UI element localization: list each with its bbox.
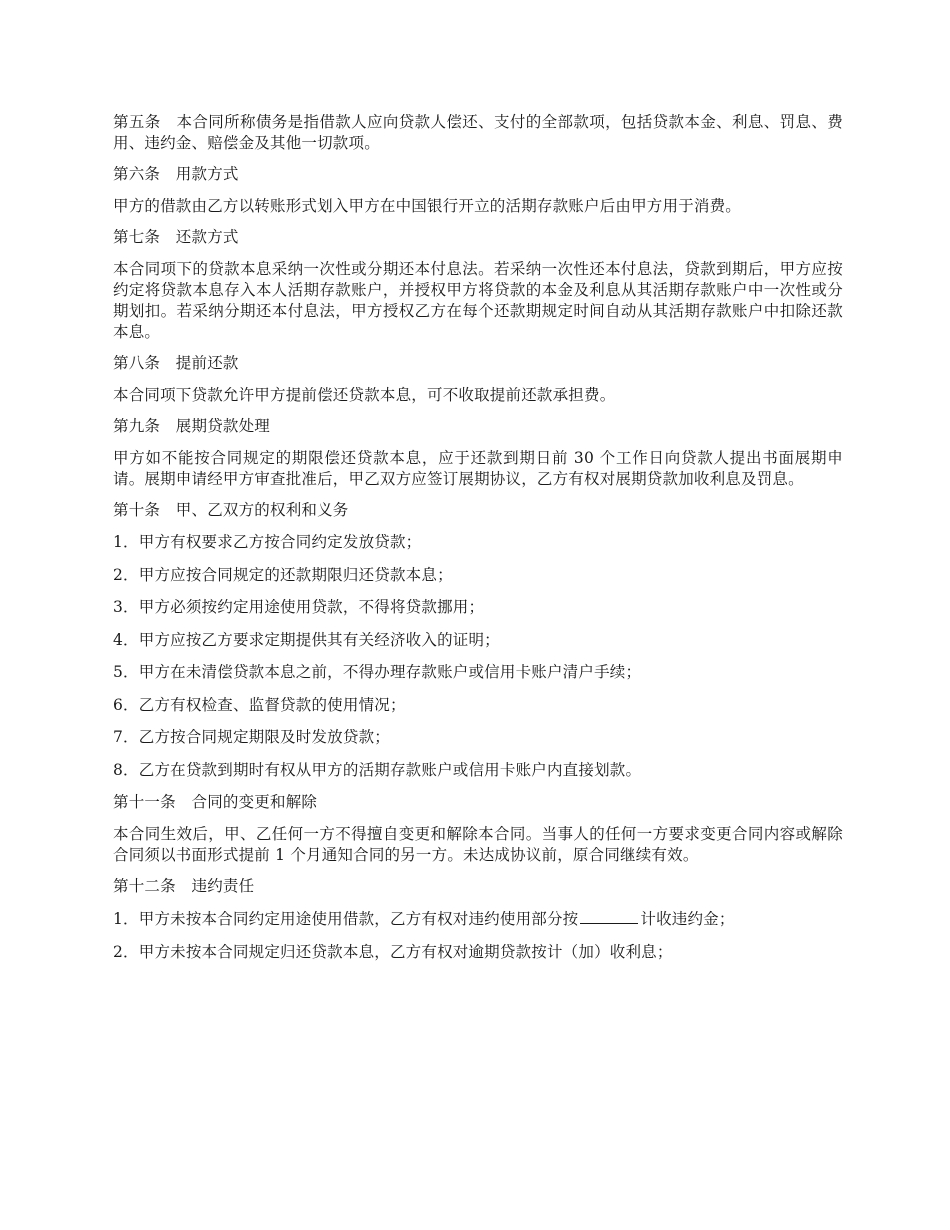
article-10-item: 4．甲方应按乙方要求定期提供其有关经济收入的证明；: [113, 630, 500, 649]
article-10-item: 7．乙方按合同规定期限及时发放贷款；: [113, 728, 390, 746]
article-10-item: 6．乙方有权检查、监督贷款的使用情况；: [113, 695, 406, 714]
article-6-text: 甲方的借款由乙方以转账形式划入甲方在中国银行开立的活期存款账户后由甲方用于消费。: [113, 197, 742, 215]
article-12-item-2: 2．甲方未按本合同规定归还贷款本息，乙方有权对逾期贷款按计（加）收利息；: [113, 942, 673, 961]
article-10-item: 2．甲方应按合同规定的还款期限归还贷款本息；: [113, 565, 453, 584]
article-10-item: 3．甲方必须按约定用途使用贷款，不得将贷款挪用；: [113, 598, 485, 616]
article-10-title: 第十条 甲、乙双方的权利和义务: [113, 501, 349, 519]
fill-in-blank: [580, 908, 638, 924]
article-10-item: 8．乙方在贷款到期时有权从甲方的活期存款账户或信用卡账户内直接划款。: [113, 760, 642, 779]
article-11-title: 第十一条 合同的变更和解除: [113, 793, 318, 811]
article-7-title: 第七条 还款方式: [113, 228, 239, 246]
article-9-title: 第九条 展期贷款处理: [113, 417, 271, 435]
article-8-title: 第八条 提前还款: [113, 354, 239, 372]
article-11-text: 本合同生效后，甲、乙任何一方不得擅自变更和解除本合同。当事人的任何一方要求变更合同内容或解除合同须以书面形式提前 1 个月通知合同的另一方。未达成协议前，原合同继续有效。: [113, 825, 843, 864]
article-12-item-1: [113, 908, 843, 930]
article-8-text: 本合同项下贷款允许甲方提前偿还贷款本息，可不收取提前还款承担费。: [113, 386, 616, 404]
contract-page: [113, 112, 843, 974]
article-5-text: 第五条 本合同所称债务是指借款人应向贷款人偿还、支付的全部款项，包括贷款本金、利息、罚息、费用、违约金、赔偿金及其他一切款项。: [113, 113, 843, 152]
article-7-text: 本合同项下的贷款本息采纳一次性或分期还本付息法。若采纳一次性还本付息法，贷款到期后，甲方应按约定将贷款本息存入本人活期存款账户，并授权甲方将贷款的本金及利息从其活期存款账户中一次性或分期划扣。若采纳分期还本付息法，甲方授权乙方在每个还款期规定时间自动从其活期存款账户中扣除还款本息。: [113, 260, 843, 341]
article-10-item: 1．甲方有权要求乙方按合同约定发放贷款；: [113, 533, 422, 551]
article-12-item-1-before: 1．甲方未按本合同约定用途使用借款，乙方有权对违约使用部分按: [113, 910, 579, 928]
article-12-item-1-after: 计收违约金；: [640, 910, 735, 928]
article-6-title: 第六条 用款方式: [113, 165, 239, 183]
article-10-item: 5．甲方在未清偿贷款本息之前，不得办理存款账户或信用卡账户清户手续；: [113, 663, 642, 681]
article-12-title: 第十二条 违约责任: [113, 877, 255, 895]
article-9-text: 甲方如不能按合同规定的期限偿还贷款本息，应于还款到期日前 30 个工作日向贷款人提出书面展期申请。展期申请经甲方审查批准后，甲乙双方应签订展期协议，乙方有权对展期贷款加收利息及罚息。: [113, 449, 843, 488]
